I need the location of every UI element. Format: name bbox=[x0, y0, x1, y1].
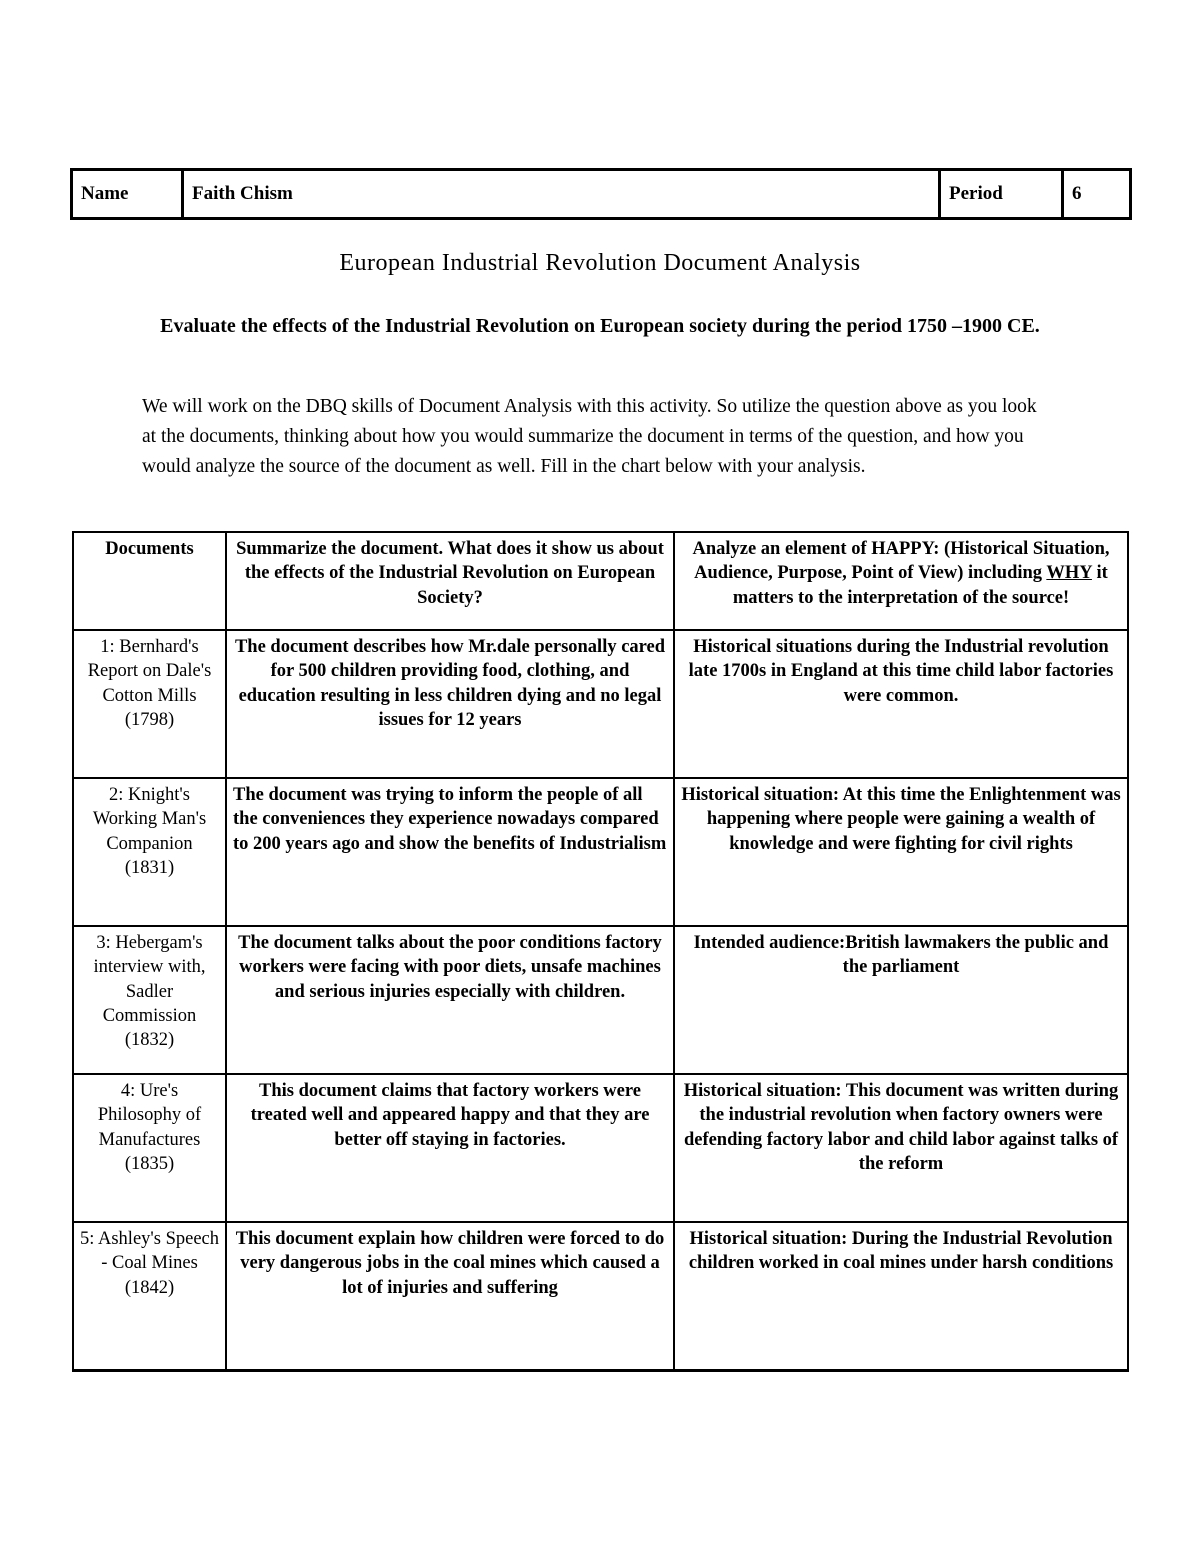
instructions-paragraph: We will work on the DBQ skills of Document Analysis with this activity. So utilize the question above as you look at the documents, thinking about how you would summarize the document in terms of the question, and how you would analyze the source of the document as well. Fill in the chart below with your analysis. bbox=[142, 396, 1037, 477]
period-value: 6 bbox=[1063, 170, 1131, 219]
student-info-table bbox=[70, 168, 1132, 220]
summary-cell: This document explain how children were forced to do very dangerous jobs in the coal mines which caused a lot of injuries and suffering bbox=[226, 1222, 674, 1371]
worksheet-title: European Industrial Revolution Document Analysis bbox=[339, 250, 861, 276]
table-row bbox=[73, 630, 1128, 778]
document-cell: 2: Knight's Working Man's Companion (1831) bbox=[73, 778, 226, 926]
header-summarize: Summarize the document. What does it show us about the effects of the Industrial Revolution on European Society? bbox=[226, 532, 674, 630]
table-header-row bbox=[73, 532, 1128, 630]
header-analyze-text-after: it matters to the interpretation of the source! bbox=[732, 563, 1108, 608]
table-row bbox=[73, 1074, 1128, 1222]
summary-cell: This document claims that factory workers were treated well and appeared happy and that they are better off staying in factories. bbox=[226, 1074, 674, 1222]
document-cell: 4: Ure's Philosophy of Manufactures (1835) bbox=[73, 1074, 226, 1222]
summary-cell: The document describes how Mr.dale personally cared for 500 children providing food, clothing, and education resulting in less children dying and no legal issues for 12 years bbox=[226, 630, 674, 778]
document-cell: 3: Hebergam's interview with, Sadler Commission (1832) bbox=[73, 926, 226, 1074]
table-row bbox=[73, 1222, 1128, 1371]
header-documents: Documents bbox=[73, 532, 226, 630]
table-row bbox=[73, 926, 1128, 1074]
document-cell: 1: Bernhard's Report on Dale's Cotton Mills (1798) bbox=[73, 630, 226, 778]
analysis-cell: Historical situation: This document was written during the industrial revolution when factory owners were defending factory labor and child labor against talks of the reform bbox=[674, 1074, 1128, 1222]
name-label: Name bbox=[72, 170, 183, 219]
essay-prompt: Evaluate the effects of the Industrial Revolution on European society during the period 1750 –1900 CE. bbox=[160, 315, 1040, 337]
table-row bbox=[73, 778, 1128, 926]
header-analyze-text-before: Analyze an element of HAPPY: (Historical Situation, Audience, Purpose, Point of View) including bbox=[692, 539, 1110, 584]
analysis-cell: Historical situation: At this time the Enlightenment was happening where people were gaining a wealth of knowledge and were fighting for civil rights bbox=[674, 778, 1128, 926]
document-cell: 5: Ashley's Speech - Coal Mines (1842) bbox=[73, 1222, 226, 1371]
header-analyze bbox=[674, 532, 1128, 630]
summary-cell: The document talks about the poor conditions factory workers were facing with poor diets, unsafe machines and serious injuries especially with children. bbox=[226, 926, 674, 1074]
student-info-row bbox=[72, 170, 1131, 219]
header-analyze-emphasis: WHY bbox=[1046, 563, 1092, 584]
document-analysis-table bbox=[72, 531, 1129, 1372]
analysis-cell: Historical situations during the Industrial revolution late 1700s in England at this time child labor factories were common. bbox=[674, 630, 1128, 778]
analysis-cell: Intended audience:British lawmakers the public and the parliament bbox=[674, 926, 1128, 1074]
analysis-cell: Historical situation: During the Industrial Revolution children worked in coal mines under harsh conditions bbox=[674, 1222, 1128, 1371]
period-label: Period bbox=[940, 170, 1063, 219]
name-value: Faith Chism bbox=[183, 170, 940, 219]
summary-cell: The document was trying to inform the people of all the conveniences they experience nowadays compared to 200 years ago and show the benefits of Industrialism bbox=[226, 778, 674, 926]
